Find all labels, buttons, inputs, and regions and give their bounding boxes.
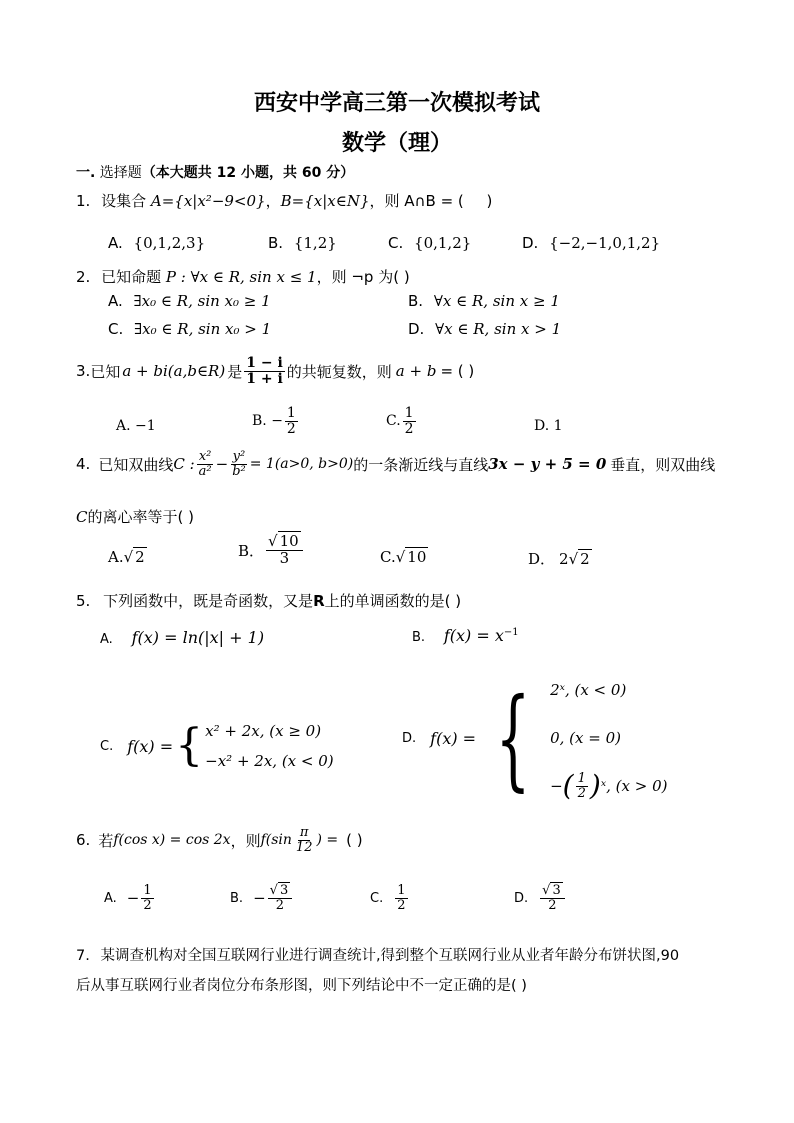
q2-d-value: ∀x ∈ R, sin x > 1: [435, 320, 562, 338]
q6-expr: f(cos x) = cos 2x: [113, 832, 231, 849]
q6-option-a: [104, 884, 156, 912]
q5-d-row3-pre: −: [550, 777, 563, 795]
q3-b-den: 2: [286, 420, 296, 437]
q5-b-sup: −1: [503, 627, 519, 638]
question-1: [76, 190, 492, 211]
q6-b-sign: −: [253, 889, 266, 908]
q5-option-a: [100, 628, 264, 647]
q5-d-rparen: ): [589, 769, 601, 802]
q4-d-coef: 2: [559, 550, 569, 568]
q5-text: 下列函数中，既是奇函数，又是: [103, 592, 314, 610]
q6-b-label: B.: [230, 890, 244, 906]
q1-close: ): [486, 192, 493, 210]
q4-c: C: [76, 508, 88, 526]
q6-c-num: 1: [397, 883, 406, 898]
q2-c-label: C.: [108, 320, 124, 338]
q4-c-radical: √: [395, 548, 406, 566]
q4-b-frac: [266, 534, 303, 567]
q5-a-label: A.: [100, 632, 113, 647]
q1-option-d: [522, 234, 660, 252]
q4-c-value: 10: [407, 548, 427, 566]
section-detail: （本大题共 12 小题，共 60 分）: [141, 165, 355, 181]
q6-number: 6.: [76, 831, 91, 850]
q4-line2-text: 的离心率等于( ): [87, 508, 194, 526]
question-3: [76, 356, 474, 386]
question-7-line-2: 后从事互联网行业者岗位分布条形图，则下列结论中不一定正确的是( ): [76, 978, 527, 994]
q6-pi: π: [299, 825, 309, 840]
q2-tail: ，则 ¬p 为( ): [316, 268, 410, 286]
q5-d-row3-frac: [576, 772, 588, 800]
q3-b-frac: [285, 406, 298, 436]
q5-option-c: [100, 716, 334, 776]
q4-b2: b²: [232, 463, 246, 479]
q5-a-expr: f(x) = ln(|x| + 1): [131, 628, 265, 647]
q5-b-label: B.: [412, 630, 426, 645]
q1-a-value: {0,1,2,3}: [133, 234, 206, 252]
q3-expr2: a + b: [395, 362, 437, 381]
q6-option-b: [230, 884, 294, 912]
q6-b-den: 2: [275, 897, 285, 913]
q1-b-value: {1,2}: [293, 234, 337, 252]
q4-y2: y²: [232, 449, 246, 464]
q6-c-label: C.: [370, 890, 384, 906]
q6-a-den: 2: [143, 897, 152, 913]
q4-a-value: 2: [135, 548, 145, 566]
q3-c-den: 2: [404, 420, 414, 437]
q4-b-num-wrap: √ 10: [266, 534, 303, 551]
question-2: [76, 266, 410, 287]
q2-option-d: [408, 320, 561, 338]
q6-b-frac: [268, 884, 293, 912]
q3-expr: a + bi(a,b∈R): [122, 362, 226, 381]
q3-text-b: 是: [227, 362, 243, 381]
q6-b-num: 3: [279, 883, 289, 898]
q6-expr3: ) =: [316, 832, 339, 849]
q4-number: 4.: [76, 455, 91, 474]
q4-b-label: B．: [238, 541, 265, 560]
q6-d-den: 2: [548, 897, 557, 913]
q5-option-b: [412, 626, 519, 645]
q6-c-frac: [395, 884, 407, 912]
q3-text-c: 的共轭复数，则: [286, 362, 392, 381]
section-prefix: 一.: [76, 165, 96, 181]
q4-text-c: 垂直，则双曲线: [610, 455, 716, 474]
q5-d-rows: [550, 666, 667, 810]
q5-c-rows: [205, 716, 334, 776]
q7-number: 7.: [76, 948, 90, 964]
q2-b-value: ∀x ∈ R, sin x ≥ 1: [433, 292, 560, 310]
q2-option-c: [108, 320, 271, 338]
q4-b-num: 10: [279, 532, 299, 550]
q5-d-row3-post: ˣ, (x > 0): [600, 777, 668, 795]
q6-a-sign: −: [126, 889, 140, 908]
q4-line: 3x − y + 5 = 0: [488, 455, 607, 474]
q3-b-num: 1: [286, 405, 296, 421]
q7-line1-end: 90: [660, 948, 680, 964]
q6-d-num-wrap: √ 3: [540, 884, 565, 899]
q1-tail: ，则 A∩B = (: [369, 192, 464, 210]
q5-d-row3: [550, 762, 667, 810]
q6-d-frac: [540, 884, 565, 912]
q3-option-a: A. −1: [116, 418, 156, 434]
q5-d-brace: {: [495, 674, 531, 802]
q1-number: 1.: [76, 192, 91, 210]
q5-c-brace: {: [175, 720, 204, 771]
q4-option-b: [238, 534, 305, 567]
q4-option-a: [108, 548, 147, 566]
q1-d-value: {−2,−1,0,1,2}: [549, 234, 661, 252]
q4-text-b: 的一条渐近线与直线: [353, 455, 489, 474]
q6-option-d: [514, 884, 567, 912]
q2-a-value: ∃x₀ ∈ R, sin x₀ ≥ 1: [133, 292, 271, 310]
q3-c-label: C.: [386, 413, 401, 430]
q5-d-label: D.: [402, 730, 417, 746]
q3-fraction: [244, 356, 285, 386]
q1-c-value: {0,1,2}: [414, 234, 472, 252]
q5-c-row1: x² + 2x, (x ≥ 0): [205, 722, 322, 740]
question-6: [76, 826, 363, 854]
q4-line-2: [76, 506, 194, 527]
q6-d-label: D.: [514, 890, 529, 906]
q4-frac-y: [230, 450, 248, 478]
q6-d-num: 3: [552, 883, 561, 898]
q5-d-lparen: (: [562, 769, 574, 802]
q1-set-b: B={x|x∈N}: [280, 192, 370, 210]
q2-c-value: ∃x₀ ∈ R, sin x₀ > 1: [134, 320, 272, 338]
q1-option-b: [268, 234, 337, 252]
q4-a-label: A.: [108, 548, 124, 566]
q1-b-label: B.: [268, 234, 284, 252]
question-5: [76, 590, 461, 611]
question-4: [76, 450, 715, 478]
q1-c-label: C.: [388, 234, 404, 252]
q6-pi-frac: [294, 826, 315, 854]
q4-x2: x²: [198, 449, 212, 464]
q5-b-expr: f(x) = x: [443, 626, 504, 645]
q1-option-c: [388, 234, 471, 252]
q3-frac-den: 1 + i: [246, 370, 283, 387]
q5-d-row1: 2ˣ, (x < 0): [550, 681, 627, 699]
q2-d-label: D.: [408, 320, 425, 338]
section-name: 选择题: [95, 165, 142, 181]
q4-eq: = 1(a>0, b>0): [249, 456, 354, 473]
q3-frac-num: 1 − i: [246, 355, 283, 371]
q3-option-b: [252, 406, 300, 436]
q7-line1: 某调查机构对全国互联网行业进行调查统计,得到整个互联网行业从业者年龄分布饼状图,: [100, 948, 661, 964]
question-7: [76, 944, 679, 965]
q4-d-radical: √: [568, 550, 579, 568]
q1-comma: ，: [265, 192, 281, 210]
q4-option-c: [380, 548, 428, 566]
q2-number: 2.: [76, 268, 91, 286]
q5-tail: 上的单调函数的是( ): [324, 592, 462, 610]
q3-text-a: 已知: [90, 362, 121, 381]
q5-number: 5.: [76, 592, 91, 610]
q4-c-label: C.: [380, 548, 396, 566]
q2-option-b: [408, 292, 560, 310]
q5-c-label: C.: [100, 738, 114, 754]
q3-c-frac: [403, 406, 416, 436]
q5-d-row3-den: 2: [577, 785, 586, 801]
q5-c-lhs: f(x) =: [127, 736, 174, 756]
q1-d-label: D.: [522, 234, 539, 252]
q3-option-d: D. 1: [534, 418, 563, 434]
q6-paren: ( ): [346, 831, 363, 850]
exam-title: 西安中学高三第一次模拟考试: [253, 91, 540, 116]
q3-b-label: B. −: [252, 413, 283, 430]
q5-d-row3-num: 1: [577, 770, 586, 786]
exam-subtitle: 数学（理）: [341, 131, 452, 156]
q6-text-b: ，则: [230, 831, 261, 850]
q3-c-num: 1: [404, 405, 414, 421]
q6-c-den: 2: [397, 897, 406, 913]
q5-d-row2: 0, (x = 0): [550, 729, 621, 747]
q5-bold-r: R: [313, 592, 325, 610]
q4-d-label: D．: [528, 550, 556, 568]
q4-option-d: [528, 548, 592, 569]
q6-a-num: 1: [143, 883, 152, 898]
q6-a-label: A.: [104, 890, 117, 906]
q2-b-label: B.: [408, 292, 424, 310]
q4-text-a: 已知双曲线: [98, 455, 174, 474]
q6-b-num-wrap: √ 3: [268, 884, 293, 899]
q2-a-label: A.: [108, 292, 123, 310]
q6-text: 若: [98, 831, 114, 850]
q4-minus: −: [215, 455, 229, 474]
q1-option-a: [108, 234, 205, 252]
q3-text-d: = ( ): [440, 362, 475, 381]
q6-a-frac: [141, 884, 153, 912]
q2-text: 已知命题: [101, 268, 162, 286]
q6-expr2: f(sin: [260, 832, 292, 849]
q4-a-radical: √: [123, 548, 134, 566]
section-header: [76, 162, 354, 182]
q4-curve: C :: [173, 455, 195, 474]
q4-b-den: 3: [279, 548, 290, 567]
q2-prop: P : ∀x ∈ R, sin x ≤ 1: [165, 268, 317, 286]
q6-option-c: [370, 884, 410, 912]
q1-set-a: A={x|x²−9<0}: [150, 192, 266, 210]
q4-d-value: 2: [580, 550, 590, 568]
q3-option-c: [386, 406, 418, 436]
q5-d-lhs: f(x) =: [430, 728, 477, 748]
q1-text: 设集合: [101, 192, 147, 210]
q5-option-d: [402, 666, 668, 810]
q4-frac-x: [197, 450, 214, 478]
q4-a2: a²: [198, 463, 212, 479]
q3-number: 3.: [76, 362, 91, 381]
q5-c-row2: −x² + 2x, (x < 0): [205, 752, 334, 770]
q1-a-label: A.: [108, 234, 123, 252]
q6-twelve: 12: [295, 839, 313, 855]
q2-option-a: [108, 292, 271, 310]
